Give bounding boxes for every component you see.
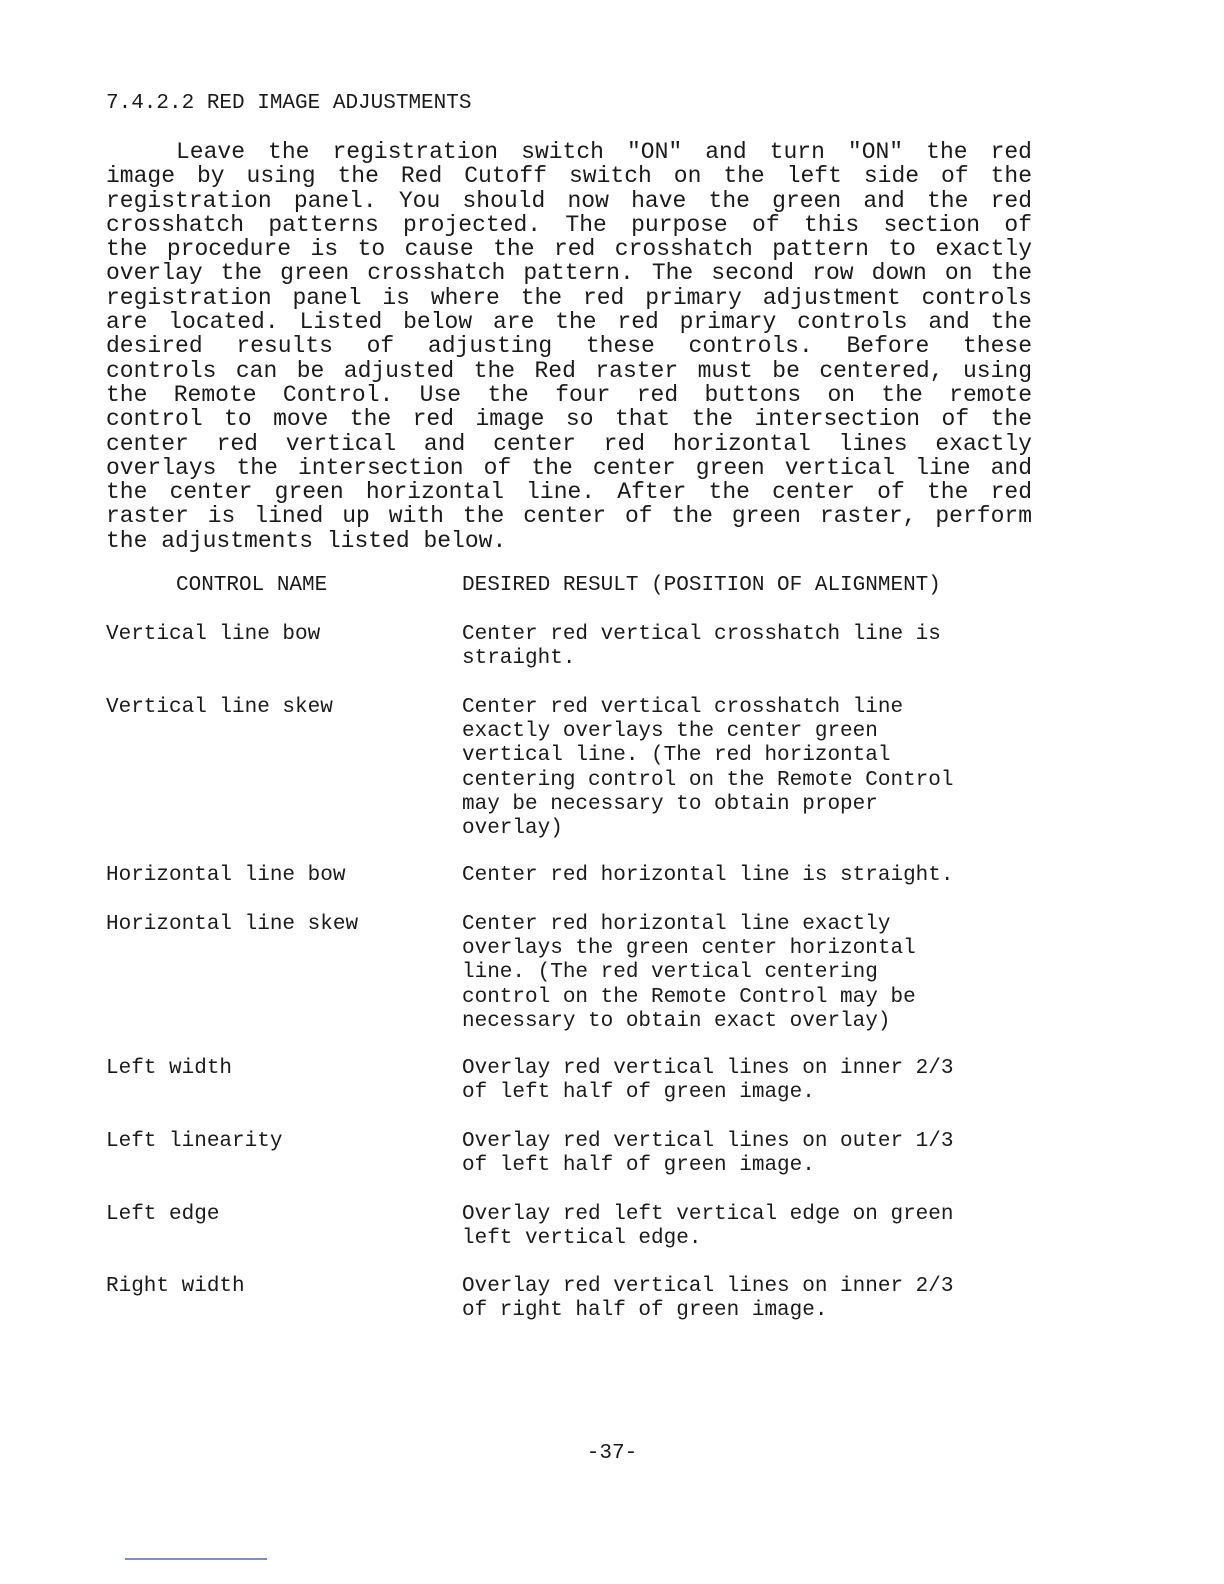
intro-line: controls can be adjusted the Red raster must be centered, using — [106, 357, 1032, 384]
control-name: Left width — [106, 1057, 233, 1080]
intro-line: raster is lined up with the center of the green raster, perform — [106, 503, 1032, 530]
desired-result — [462, 696, 1032, 841]
control-name: Left linearity — [106, 1130, 283, 1153]
result-line: Center red vertical crosshatch line — [462, 696, 904, 719]
desired-result — [462, 1275, 1032, 1323]
result-line: Overlay red vertical lines on inner 2/3 — [462, 1057, 954, 1080]
control-name: Left edge — [106, 1203, 220, 1226]
result-line: Overlay red left vertical edge on green — [462, 1203, 954, 1226]
intro-paragraph — [106, 140, 1032, 553]
control-name: Horizontal line skew — [106, 913, 359, 936]
intro-line: overlays the intersection of the center green vertical line and — [106, 454, 1032, 481]
result-line: straight. — [462, 647, 576, 671]
result-line: left vertical edge. — [462, 1227, 702, 1251]
intro-line: registration panel. You should now have the green and the red — [106, 187, 1032, 214]
result-line: Overlay red vertical lines on inner 2/3 — [462, 1275, 954, 1298]
control-name: Right width — [106, 1275, 245, 1298]
result-line: vertical line. (The red horizontal — [462, 744, 891, 768]
desired-result — [462, 1057, 1032, 1105]
section-title: 7.4.2.2 RED IMAGE ADJUSTMENTS — [106, 92, 472, 115]
intro-line: crosshatch patterns projected. The purpose of this section of — [106, 211, 1032, 238]
intro-line: Leave the registration switch "ON" and turn "ON" the red — [176, 139, 1032, 165]
result-line: Overlay red vertical lines on outer 1/3 — [462, 1130, 954, 1153]
intro-line: the Remote Control. Use the four red buttons on the remote — [106, 381, 1032, 408]
desired-result — [462, 913, 1032, 1034]
result-line: of right half of green image. — [462, 1299, 828, 1323]
intro-line: the center green horizontal line. After the center of the red — [106, 479, 1032, 506]
intro-line: the procedure is to cause the red crosshatch pattern to exactly — [106, 236, 1032, 263]
intro-line: center red vertical and center red horizontal lines exactly — [106, 430, 1032, 457]
control-name: Vertical line skew — [106, 696, 333, 719]
intro-line: control to move the red image so that the intersection of the — [106, 406, 1032, 433]
footer-divider — [125, 1558, 267, 1560]
control-name: Horizontal line bow — [106, 864, 346, 887]
result-line: line. (The red vertical centering — [462, 961, 878, 985]
column-header-control: CONTROL NAME — [176, 574, 328, 597]
desired-result — [462, 623, 1032, 671]
page-number: -37- — [586, 1442, 638, 1465]
result-line: Center red horizontal line exactly — [462, 913, 891, 936]
result-line: of left half of green image. — [462, 1081, 815, 1105]
result-line: exactly overlays the center green — [462, 720, 878, 744]
desired-result — [462, 1203, 1032, 1251]
result-line: overlays the green center horizontal — [462, 937, 916, 961]
intro-line: image by using the Red Cutoff switch on the left side of the — [106, 163, 1032, 190]
intro-line: overlay the green crosshatch pattern. The second row down on the — [106, 260, 1032, 287]
intro-line: desired results of adjusting these controls. Before these — [106, 333, 1032, 360]
result-line: control on the Remote Control may be — [462, 985, 916, 1009]
result-line: Center red horizontal line is straight. — [462, 864, 954, 887]
desired-result — [462, 1130, 1032, 1178]
intro-line: are located. Listed below are the red primary controls and the — [106, 309, 1032, 336]
result-line: overlay) — [462, 817, 563, 841]
column-header-result: DESIRED RESULT (POSITION OF ALIGNMENT) — [462, 574, 941, 597]
intro-line: registration panel is where the red primary adjustment controls — [106, 284, 1032, 311]
desired-result — [462, 864, 1032, 888]
result-line: necessary to obtain exact overlay) — [462, 1009, 891, 1033]
control-name: Vertical line bow — [106, 623, 321, 646]
result-line: of left half of green image. — [462, 1154, 815, 1178]
result-line: may be necessary to obtain proper — [462, 792, 878, 816]
result-line: centering control on the Remote Control — [462, 768, 954, 792]
intro-line: the adjustments listed below. — [106, 527, 507, 554]
result-line: Center red vertical crosshatch line is — [462, 623, 941, 646]
